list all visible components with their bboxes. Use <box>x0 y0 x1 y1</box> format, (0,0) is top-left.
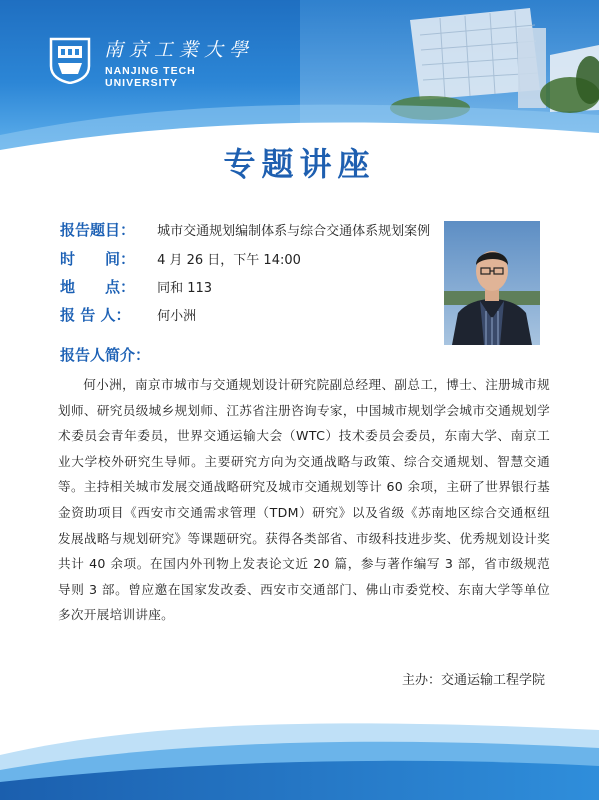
university-name-en-line2: UNIVERSITY <box>105 77 179 89</box>
speaker-row <box>60 304 196 326</box>
bio-text: 何小洲，南京市城市与交通规划设计研究院副总经理、副总工，博士、注册城市规划师、研究员级城乡规划师、江苏省注册咨询专家，中国城市规划学会城市交通规划学术委员会青年委员，世界交通运输大会（WTC）技术委员会委员，东南大学、南京工业大学校外研究生导师。主要研究方向为交通战略与政策、综合交通规划、智慧交通等。主持相关城市发展交通战略研究及城市交通规划等计 60 余项，主研了世界银行基金资助项目《西安市交通需求管理（TDM）研究》以及省级《苏南地区综合交通枢纽发展战略与规划研究》等课题研究。获得各类部省、市级科技进步奖、优秀规划设计奖共计 40 余项。在国内外刊物上发表论文近 20 篇，参与著作编写 3 部，省市级规范导则 3 部。曾应邀在国家发改委、西安市交通部门、佛山市委党校、东南大学等单位多次开展培训讲座。 <box>58 377 550 623</box>
host-organizer: 主办：交通运输工程学院 <box>401 673 545 688</box>
topic-label: 报告题目： <box>60 221 136 239</box>
time-value: 4 月 26 日，下午 14:00 <box>157 253 301 268</box>
speaker-value: 何小洲 <box>157 309 197 324</box>
university-name-cn: 南京工業大學 <box>104 39 255 61</box>
footer-wave <box>0 700 599 800</box>
university-name-en <box>105 65 196 89</box>
place-label: 地 点： <box>60 278 136 296</box>
university-logo <box>48 36 308 96</box>
university-seal-icon <box>48 36 92 84</box>
place-value: 同和 113 <box>157 281 213 296</box>
time-label: 时 间： <box>60 250 136 268</box>
speaker-photo <box>444 221 540 345</box>
poster-title: 专题讲座 <box>223 145 376 183</box>
topic-row <box>60 219 430 241</box>
place-row <box>60 276 212 298</box>
speaker-label: 报 告 人： <box>60 306 131 324</box>
header-banner <box>0 0 599 150</box>
university-name-en-line1: NANJING TECH <box>105 65 196 77</box>
time-row <box>60 248 301 270</box>
bio-heading: 报告人简介： <box>60 346 151 364</box>
topic-value: 城市交通规划编制体系与综合交通体系规划案例 <box>157 224 431 239</box>
